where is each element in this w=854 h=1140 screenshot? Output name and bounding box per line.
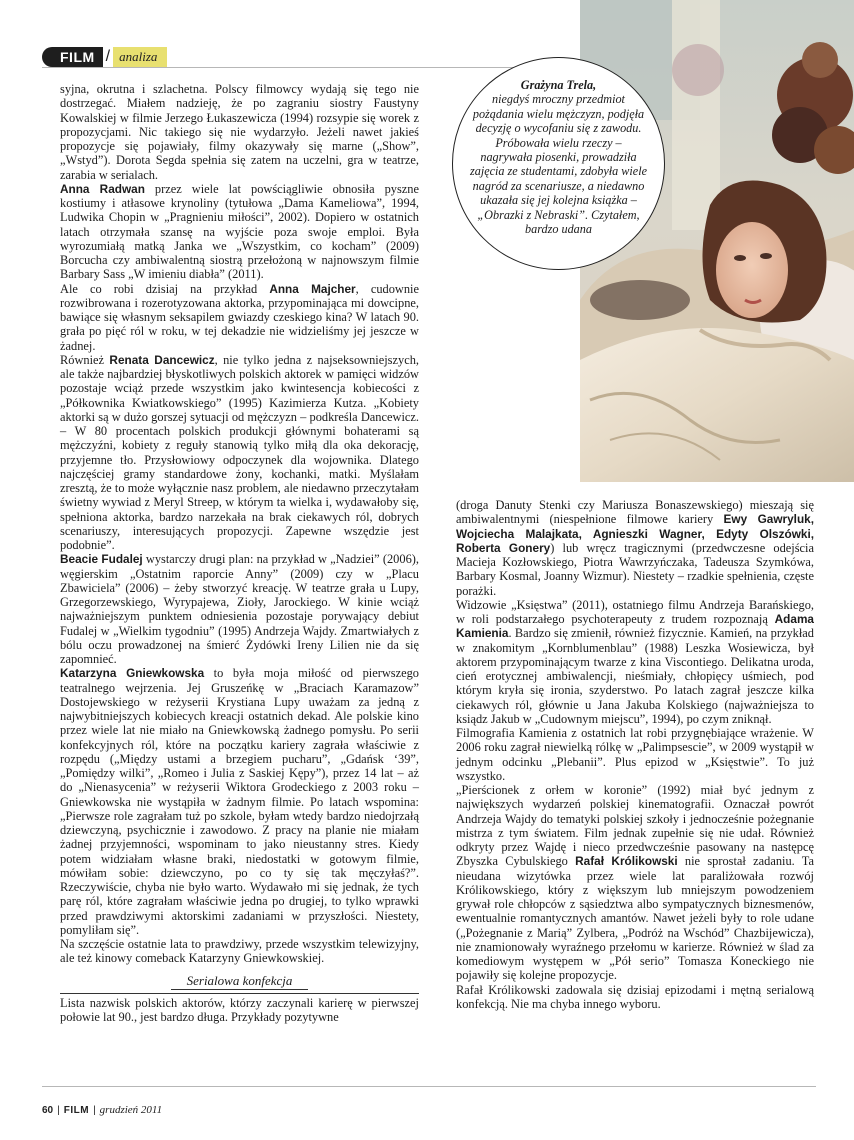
paragraph: Lista nazwisk polskich aktorów, którzy zaczynali karierę w pierwszej połowie lat 90., jest bardzo długa. Przykłady pozytywne xyxy=(60,995,419,1024)
article-column-right xyxy=(456,498,814,1011)
paragraph: Beacie Fudalej wystarczy drugi plan: na przykład w „Nadziei” (2006), węgierskim „Ostatnim raporcie Anny” (2009) czy w „Placu Zbawiciela” (2006) – żeby stworzyć kreację. W teatrze grała u Lupy, Grzegorzewskiego, Wyrypajewa, Zioły, Jarockiego. W kinie wciąż najważniejszym punktem odniesienia pozostaje porywający debiut Fudalej w „Wielkim tygodniu” (1995) Andrzeja Wajdy. Zmartwiałych z bólu oczu prowadzonej na śmierć Żydówki Ireny Lilien nie da się zapomnieć. xyxy=(60,552,419,666)
actor-names: Ewy Gawryluk, Wojciecha Malajkata, Agnieszki Wagner, Edyty Olszówki, Roberta Gonery xyxy=(456,512,814,555)
caption-name: Grażyna Trela, xyxy=(520,78,597,92)
paragraph: Widzowie „Księstwa” (2011), ostatniego filmu Andrzeja Barańskiego, w roli podstarzałego psychoterapeuty z trudem rozpoznają Adama Kamienia. Bardzo się zmienił, również fizycznie. Kamień, na przykład w znakomitym „Kornblumenblau” (1988) Leszka Wosiewicza, był aktorem przypominającym twarze z kina Viscontiego. Delikatna uroda, cień erotycznej ambiwalencji, nieśmiały, chłopięcy uśmiech, pod którym kryła się ironia, szyderstwo. Po latach zagrał jeszcze kilka ciekawych ról, głównie u Jana Jakuba Kolskiego (najważniejsza to ksiądz Jakub w „Cudownym miejscu”, 1994), po czym zniknął. xyxy=(456,597,814,726)
issue-date: grudzień 2011 xyxy=(99,1104,163,1116)
actor-name: Katarzyna Gniewkowska xyxy=(60,666,205,681)
paragraph: syjna, okrutna i szlachetna. Polscy filmowcy wydają się tego nie dostrzegać. Miałem nadzieję, że po zagraniu siostry Faustyny Kowalskiej w filmie Jerzego Łukaszewicza (1994) rozsypie się worek z propozycjami. Nic takiego się nie wydarzyło. Jeżeli nawet jakieś propozycje się pojawiały, filmy okazywały się marne („Show”, „Wstyd”). Dorota Segda spełnia się zatem na uczelni, gra w teatrze, zarabia w serialach. xyxy=(60,82,419,182)
subheading: Serialowa konfekcja xyxy=(60,974,419,990)
subheading-rule xyxy=(60,993,419,994)
page-footer xyxy=(42,1104,162,1116)
footer-separator: | xyxy=(57,1104,60,1116)
actor-name: Beacie Fudalej xyxy=(60,552,143,567)
article-column-left xyxy=(60,82,419,1024)
paragraph: „Pierścionek z orłem w koronie” (1992) miał być jednym z największych wydarzeń polskiej kinematografii. Oznaczał powrót Andrzeja Wajdy do tematyki polskiej szkoły i jednocześnie pożegnanie mistrza z tym światem. Film jednak zupełnie się nie udał. Również odkryty przez Wajdę i nieco przedwcześnie pasowany na następcę Zbyszka Cybulskiego Rafał Królikowski nie sprostał zadaniu. Ta nieudana wizytówka przez wiele lat paraliżowała rozwój Królikowskiego, który z większym lub mniejszym powodzeniem grywał role chłopców z sąsiedztwa albo sympatycznych biznesmenów, ewentualnie romantycznych amantów. Nawet jeżeli były to role udane („Pożegnanie z Marią” Zylbera, „Podróż na Wschód” Chazbijewicza), nie znamionowały wyraźnego przełomu w karierze. Również w ślad za komediowym występem w „Pół serio” Tomasza Koneckiego nie pojawiły się kolejne propozycje. xyxy=(456,783,814,983)
section-separator: / xyxy=(105,48,111,65)
actor-name: Renata Dancewicz xyxy=(109,352,215,367)
section-label: FILM xyxy=(42,47,103,67)
section-tag xyxy=(42,47,167,67)
paragraph: Rafał Królikowski zadowala się dzisiaj epizodami i mętną serialową konfekcją. Nie ma chyba innego wyboru. xyxy=(456,982,814,1011)
actor-name: Anna Majcher xyxy=(269,281,356,296)
paragraph: Anna Radwan przez wiele lat powściągliwie obnosiła pyszne kostiumy i atłasowe krynoliny (tytułowa „Dama Kameliowa”, 1994, Ludwika Chopin w „Pragnieniu miłości”, 2002). Dopiero w ostatnich latach otrzymała szansę na wyjście poza swoje emploi. Była wyrozumiałą matką Janka we „Wszystkim, co kocham” (2009) Borcucha czy ambiwalentną siostrą przełożoną w najnowszym filmie Barbary Sass „W imieniu diabła” (2011). xyxy=(60,181,420,282)
bottom-rule xyxy=(42,1086,816,1087)
paragraph: (droga Danuty Stenki czy Mariusza Bonaszewskiego) mieszają się ambiwalentnymi (niespełnione filmowe kariery Ewy Gawryluk, Wojciecha Malajkata, Agnieszki Wagner, Edyty Olszówki, Roberta Gonery) lub wręcz tragicznymi (przedwczesne odejścia Macieja Kozłowskiego, Piotra Wawrzyńczaka, Tadeusza Szymkówa, Barbary Kosmal, Joanny Wizmur). Niestety – rzadkie spełnienia, częste porażki. xyxy=(456,498,814,598)
paragraph: Ale co robi dzisiaj na przykład Anna Majcher, cudownie rozwibrowana i rozerotyzowana aktorka, przypominająca mi dowcipne, bawiące się własnym seksapilem gwiazdy czeskiego kina? W latach 90. grała po pięć ról w roku, w tej dekadzie nie widzieliśmy jej jeszcze w żadnej. xyxy=(60,281,419,353)
subsection-label: analiza xyxy=(113,47,167,67)
actor-name: Adama Kamienia xyxy=(456,612,814,641)
paragraph: Na szczęście ostatnie lata to prawdziwy, przede wszystkim telewizyjny, ale też kinowy comeback Katarzyny Gniewkowskiej. xyxy=(60,937,419,966)
actor-name: Rafał Królikowski xyxy=(575,854,678,869)
magazine-name: FILM xyxy=(63,1104,90,1116)
paragraph: Filmografia Kamienia z ostatnich lat robi przygnębiające wrażenie. W 2006 roku zagrał niewielką rólkę w „Palimpsescie”, w 2009 wystąpił w jednym odcinku „Plebanii”. Plus epizod w „Księstwie”. To już wszystko. xyxy=(456,726,814,783)
paragraph: Również Renata Dancewicz, nie tylko jedna z najseksowniejszych, ale także najbardziej błyskotliwych polskich aktorek w pamięci widzów pozostaje wciąż przede wszystkim jako kwintesencja kobiecości z „Półkownika Kwiatkowskiego” (1995) Kazimierza Kutza. „Kobiety aktorki są w dużo gorszej sytuacji od mężczyzn – podkreśla Dancewicz. – W 80 procentach polskich produkcji głównymi bohaterami są mężczyźni, kobiety z reguły stanowią tylko miłą dla oka dekorację, przyjemne tło. Przysłowiowy odpoczynek dla wojownika. Dlatego najczęściej gramy standardowe żony, kochanki, matki. Myślałam zresztą, że to może wyłącznie nasz problem, ale niedawno przeczytałam świetny wywiad z Meryl Streep, w którym ta wielka i, wydawałoby się, spełniona aktorka, bardzo narzekała na brak ciekawych ról, dobrych scenariuszy, interesujących propozycji. Zapewne wszędzie jest podobnie”. xyxy=(60,352,419,552)
footer-separator: | xyxy=(93,1104,96,1116)
caption-text: niegdyś mroczny przedmiot pożądania wielu mężczyzn, podjęła decyzję o wycofaniu się z zawodu. Próbowała wielu rzeczy – nagrywała piosenki, prowadziła zajęcia ze studentami, zdobyła wiele nagród za scenariusze, a niedawno ukazała się jej kolejna książka – „Obrazki z Nebraski”. Czytałem, bardzo udana xyxy=(469,92,648,237)
paragraph: Katarzyna Gniewkowska to była moja miłość od pierwszego teatralnego wejrzenia. Jej Gruszeńkę w „Braciach Karamazow” Dostojewskiego w reżyserii Krystiana Lupy uważam za jedną z najwybitniejszych kobiecych kreacji ostatnich dekad. Ale polskie kino przez wiele lat nie miało na Gniewkowską żadnego pomysłu. Po serii konfekcyjnych ról, które na początku kariery zagrała właściwie z rozpędu („Między ustami a brzegiem pucharu”, „Gdańsk ‘39”, „Pomiędzy wilki”, „Romeo i Julia z Saskiej Kępy”), przez 14 lat – aż do „Nienasycenia” w reżyserii Wiktora Grodeckiego z 2003 roku – Gniewkowska nie wystąpiła w żadnym filmie. Po latach wspomina: „Pierwsze role zagrałam tuż po szkole, byłam wtedy bardzo niedojrzałą dziewczyną, psychicznie i zawodowo. Z pracy na planie nie miałam żadnej przyjemności, wspominam to jako nieustanny stres. Kiedy potem widziałam własne braki, niedostatki w gotowym filmie, mówiłam sobie: dziewczyno, po co ty się tak męczyłaś?”. Rzeczywiście, chyba nie było warto. Wydawało mi się jednak, że tych parę ról, które zagrałam właściwie jedna po drugiej, to tylko wprawki przed prawdziwymi aktorskimi zadaniami w przyszłości. Niestety, pomyliłam się”. xyxy=(60,666,420,937)
photo-caption-callout xyxy=(452,57,665,270)
actor-name: Anna Radwan xyxy=(60,181,145,196)
page-number: 60 xyxy=(42,1104,54,1116)
top-rule xyxy=(42,67,577,68)
